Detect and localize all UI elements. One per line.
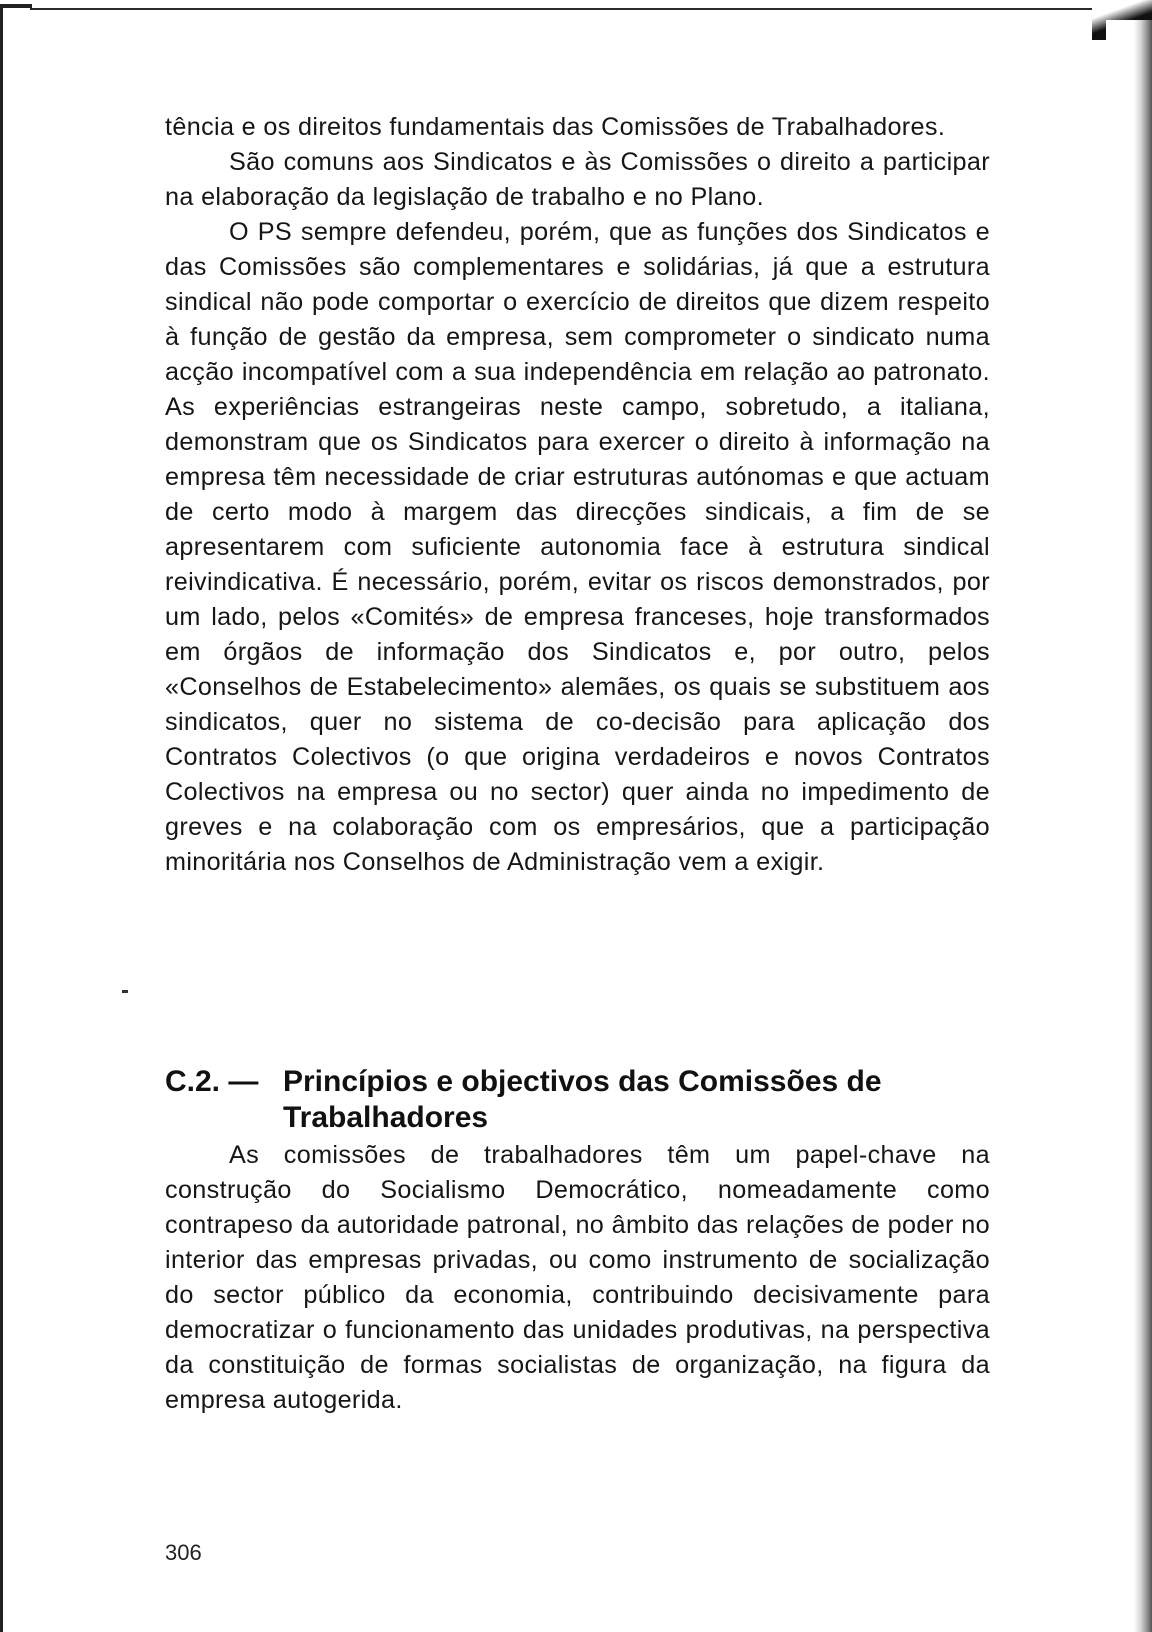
body-text-bottom [165, 1138, 990, 1418]
scan-top-border [30, 8, 1110, 10]
scan-speck [122, 990, 128, 993]
section-title: Princípios e objectivos das Comissões de Trabalhadores [283, 1065, 882, 1134]
scan-left-corner [0, 4, 32, 8]
body-text-top [165, 110, 990, 880]
page-number: 306 [165, 1540, 202, 1565]
paragraph-continuation: tência e os direitos fundamentais das Comissões de Trabalhadores. [165, 113, 946, 141]
paragraph: As comissões de trabalhadores têm um papel-chave na construção do Socialismo Democrático, nomeadamente como contrapeso da autoridade patronal, no âmbito das relações de poder no interior das empresas privadas, ou como instrumento de socialização do sector público da economia, contribuindo decisivamente para democratizar o funcionamento das unidades produtivas, na perspectiva da constituição de formas socialistas de organização, na figura da empresa autogerida. [165, 1141, 990, 1414]
section-number: C.2. — [165, 1065, 259, 1098]
section-heading [165, 1064, 965, 1136]
scan-right-edge-shadow [1106, 20, 1152, 1632]
paragraph: São comuns aos Sindicatos e às Comissões o direito a participar na elaboração da legislação de trabalho e no Plano. [165, 148, 990, 211]
paragraph: O PS sempre defendeu, porém, que as funções dos Sindicatos e das Comissões são complementares e solidárias, já que a estrutura sindical não pode comportar o exercício de direitos que dizem respeito à função de gestão da empresa, sem comprometer o sindicato numa acção incompatível com a sua independência em relação ao patronato. As experiências estrangeiras neste campo, sobretudo, a italiana, demonstram que os Sindicatos para exercer o direito à informação na empresa têm necessidade de criar estruturas autónomas e que actuam de certo modo à margem das direcções sindicais, a fim de se apresentarem com suficiente autonomia face à estrutura sindical reivindicativa. É necessário, porém, evitar os riscos demonstrados, por um lado, pelos «Comités» de empresa franceses, hoje transformados em órgãos de informação dos Sindicatos e, por outro, pelos «Conselhos de Estabelecimento» alemães, os quais se substituem aos sindicatos, quer no sistema de co-decisão para aplicação dos Contratos Colectivos (o que origina verdadeiros e novos Contratos Colectivos na empresa ou no sector) quer ainda no impedimento de greves e na colaboração com os empresários, que a participação minoritária nos Conselhos de Administração vem a exigir. [165, 218, 990, 876]
scan-left-border [0, 6, 3, 1632]
